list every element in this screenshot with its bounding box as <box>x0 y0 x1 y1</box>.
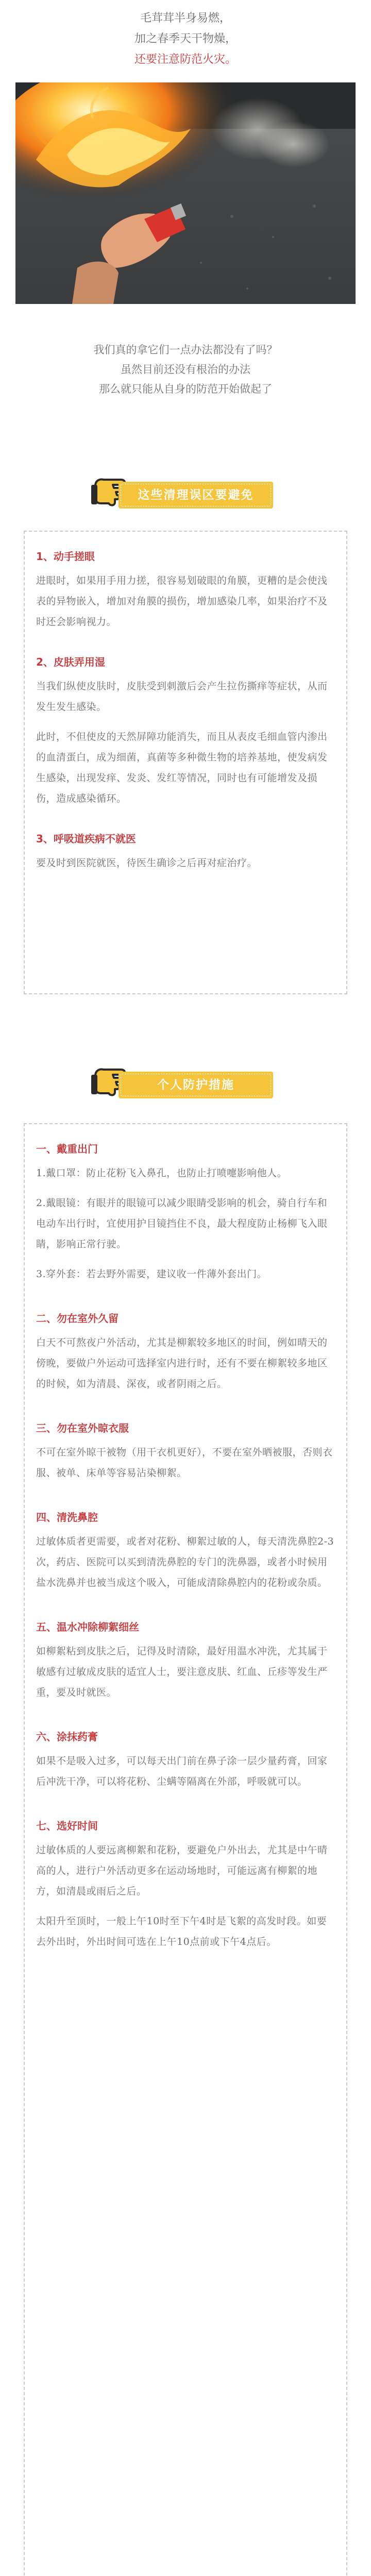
s2-item3-para1: 不可在室外晾干被物（用干衣机更好），不要在室外晒被服，否则衣服、被单、床单等容易沾染柳絮。 <box>36 1447 333 1479</box>
s2-item1-para3: 3.穿外套：若去野外需要，建议收一件薄外套出门。 <box>36 1268 267 1280</box>
s2-item1-para2: 2.戴眼镜：有眼并的眼镜可以减少眼睛受影响的机会，骑自行车和电动车出行时，宜使用护目镜挡住不良，最大程度防止杨柳飞入眼睛，影响正常行驶。 <box>36 1197 328 1250</box>
section1-banner-title: 这些清理误区要避免 <box>138 488 254 502</box>
section2-box <box>24 1123 347 2576</box>
s2-item3-heading: 三、勿在室外晾衣服 <box>36 1422 129 1434</box>
question-text <box>0 340 371 399</box>
s2-item5-para1: 如柳絮粘到皮肤之后，记得及时清除，最好用温水冲洗，尤其属于敏感有过敏成皮肤的适宜人士，要注意皮肤、红血、丘疹等发生严重，要及时就医。 <box>36 1646 328 1698</box>
intro-line-3: 还要注意防范火灾。 <box>134 53 237 66</box>
section1-banner <box>90 466 281 520</box>
s2-item1-heading: 一、戴重出门 <box>36 1143 98 1155</box>
s1-item3-para1: 要及时到医院就医，待医生确诊之后再对症治疗。 <box>36 857 258 869</box>
intro-line-2: 加之春季天干物燥， <box>134 32 237 45</box>
s2-item7-para1: 过敏体质的人要远离柳絮和花粉，要避免户外出去，尤其是中午晴高的人，进行户外活动更多在运动场地时，可能远离有柳絮的地方，如清晨或雨后之后。 <box>36 1844 328 1897</box>
intro-line-1: 毛茸茸半身易燃， <box>140 12 231 25</box>
burning-fluff-photo <box>15 82 356 304</box>
section2-banner <box>90 1056 281 1110</box>
question-line-1: 我们真的拿它们一点办法都没有了吗？ <box>93 344 278 356</box>
s1-item1-heading: 1、动手搓眼 <box>36 550 95 563</box>
intro-text <box>0 0 371 70</box>
s2-item7-heading: 七、选好时间 <box>36 1820 98 1832</box>
s2-item2-heading: 二、勿在室外久留 <box>36 1312 119 1325</box>
s2-item6-heading: 六、涂抹药膏 <box>36 1731 98 1743</box>
fire-lighter-illustration <box>15 82 356 304</box>
section2-banner-title: 个人防护措施 <box>157 1078 234 1092</box>
s2-item6-para1: 如果不是吸入过多，可以每天出门前在鼻子涂一层少量药膏，回家后冲洗干净，可以将花粉、尘螨等隔离在外部，呼吸就可以。 <box>36 1755 328 1787</box>
s2-item2-para1: 白天不可熬夜户外活动，尤其是柳絮较多地区的时间，例如晴天的傍晚，要做户外运动可选择室内进行时，还有不要在柳絮较多地区的时候，如为清晨、深夜，或者阴雨之后。 <box>36 1337 328 1389</box>
question-line-2: 虽然目前还没有根治的办法 <box>121 363 250 376</box>
s2-item5-heading: 五、温水冲除柳絮细丝 <box>36 1621 139 1633</box>
section1-box <box>24 531 347 994</box>
s1-item3-heading: 3、呼吸道疾病不就医 <box>36 833 136 845</box>
s1-item1-para1: 进眼时，如果用手用力搓，很容易划破眼的角膜，更糟的是会使浅表的异物嵌入，增加对角膜的损伤，增加感染几率，如果治疗不及时还会影响视力。 <box>36 575 328 628</box>
s1-item2-para1: 当我们纵使皮肤时，皮肤受到刺激后会产生拉伤撕痒等症状，从而发生发生感染。 <box>36 681 328 713</box>
question-line-3: 那么就只能从自身的防范开始做起了 <box>99 383 272 395</box>
s1-item2-para2: 此时，不但使皮的天然屏障功能消失，而且从表皮毛细血管内渗出的血清蛋白，成为细菌，真菌等多种微生物的培养基地，使发病发生感染，出现发痒、发炎、发红等情况，同时也有可能增发及损伤，造成感染循环。 <box>36 731 328 804</box>
s2-item1-para1: 1.戴口罩：防止花粉飞入鼻孔，也防止打喷嚏影响他人。 <box>36 1167 288 1179</box>
s1-item2-heading: 2、皮肤弄用湿 <box>36 656 105 668</box>
s2-item4-para1: 过敏体质者更需要，或者对花粉、柳絮过敏的人，每天清洗鼻腔2-3次，药店、医院可以买到清洗鼻腔的专门的洗鼻器，或者小时候用盐水洗鼻并也被当成这个吸入，可能成清除鼻腔内的花粉或杂质。 <box>36 1536 334 1588</box>
s2-item4-heading: 四、清洗鼻腔 <box>36 1511 98 1523</box>
s2-item7-para2: 太阳升至顶时，一般上午10时至下午4时是飞絮的高发时段。如要去外出时，外出时间可选在上午10点前或下午4点后。 <box>36 1916 327 1947</box>
